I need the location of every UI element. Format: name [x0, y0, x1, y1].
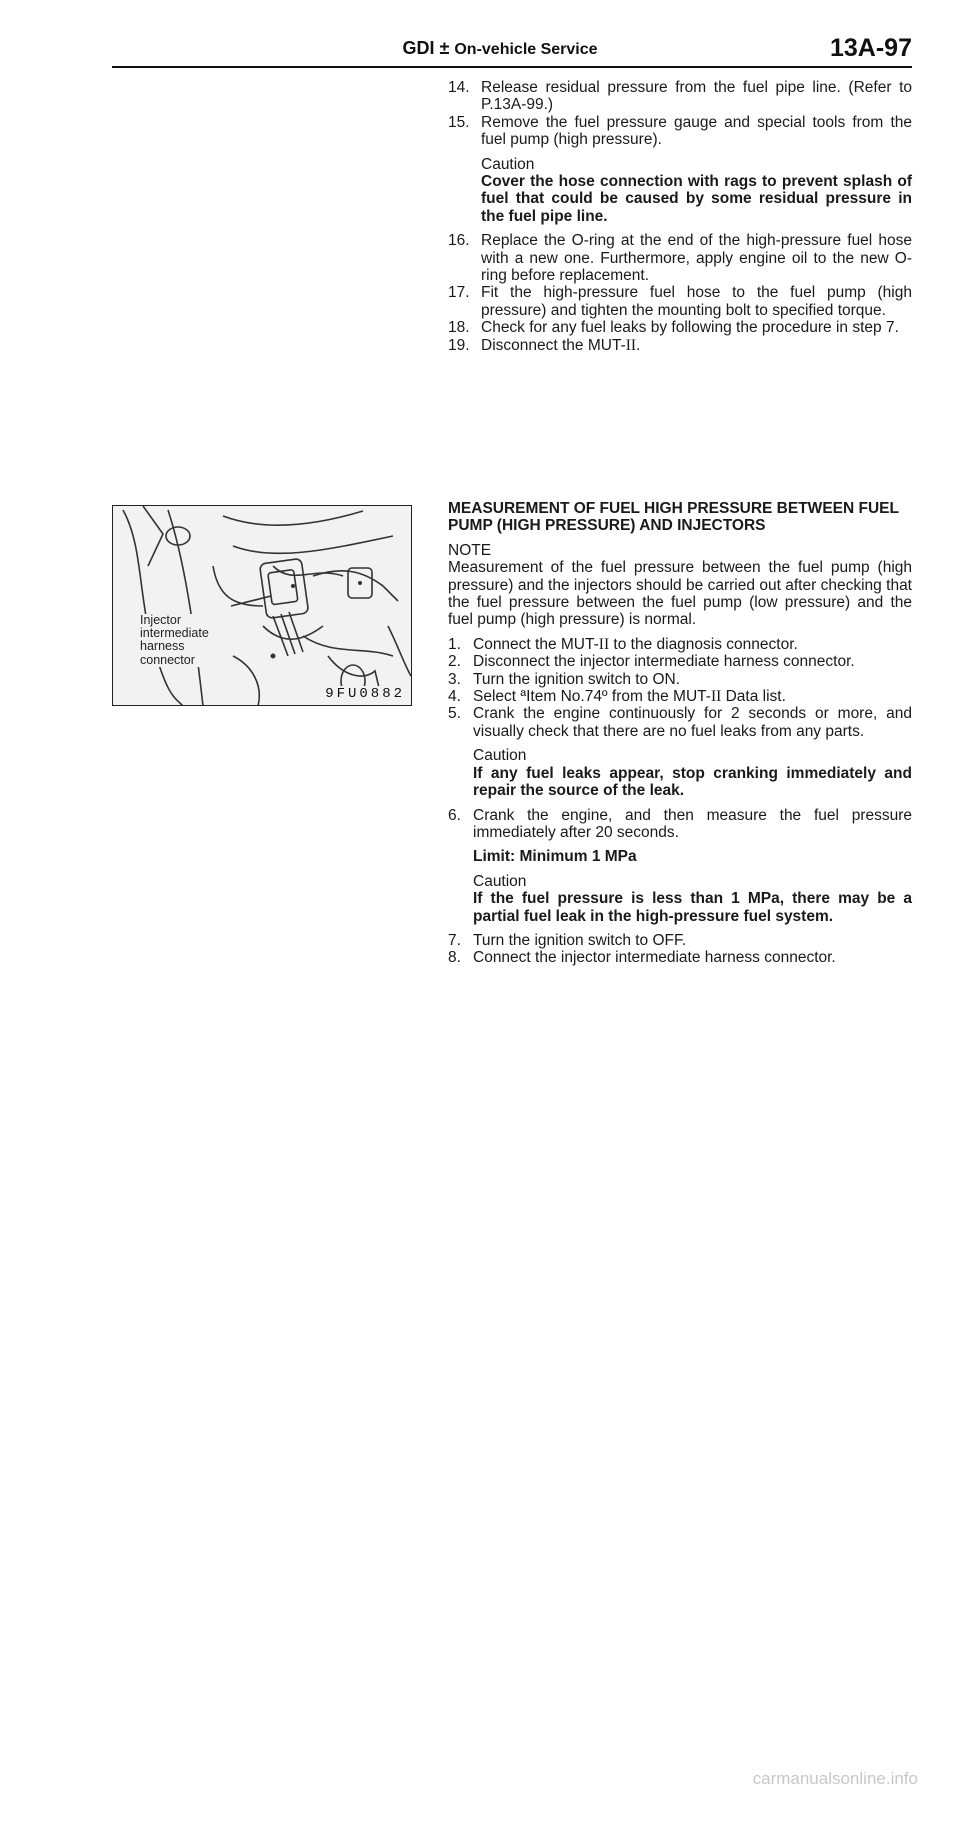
header-divider: [112, 66, 912, 68]
caution-label: Caution: [481, 155, 535, 173]
caution-text: If the fuel pressure is less than 1 MPa, there may be a partial fuel leak in the high-pressure fuel system.: [473, 890, 912, 925]
step-number: 18.: [448, 319, 470, 337]
step-text: Remove the fuel pressure gauge and special tools from the fuel pump (high pressure).: [481, 113, 912, 149]
list-item: [448, 319, 912, 336]
step-number: 8.: [448, 949, 461, 967]
limit-value: Limit: Minimum 1 MPa: [473, 848, 637, 866]
figure-callout: [140, 614, 230, 667]
step-text: Release residual pressure from the fuel pipe line. (Refer to P.13A-99.): [481, 79, 912, 114]
list-item: [448, 284, 912, 319]
list-item: [448, 79, 912, 114]
header-section-name: GDI ±: [402, 38, 450, 58]
step-number: 5.: [448, 705, 461, 723]
engine-illustration: [113, 506, 412, 706]
header-subtitle: On-vehicle Service: [454, 41, 598, 58]
step-number: 1.: [448, 635, 461, 653]
step-number: 19.: [448, 336, 470, 354]
list-item: [448, 337, 912, 354]
list-item: [448, 232, 912, 284]
section-2: [448, 500, 912, 967]
step-number: 3.: [448, 670, 461, 688]
step-text-part: Connect the MUT-: [473, 635, 599, 653]
injector-connector-figure: [112, 505, 412, 706]
step-text: [481, 337, 912, 354]
list-item: [448, 705, 912, 740]
watermark: carmanualsonline.info: [752, 1769, 918, 1788]
note-label: NOTE: [448, 541, 492, 559]
step-text-part: Disconnect the MUT-: [481, 336, 626, 354]
step-text-part: Data list.: [721, 688, 786, 706]
step-text: Fit the high-pressure fuel hose to the fuel pump (high pressure) and tighten the mounting bolt to specified torque.: [481, 284, 912, 319]
page-header-title: [360, 38, 640, 59]
step-text: [473, 636, 912, 653]
callout-line: harness: [140, 639, 185, 654]
callout-line: Injector: [140, 613, 181, 627]
step-number: 7.: [448, 931, 461, 949]
caution-text: Cover the hose connection with rags to prevent splash of fuel that could be caused by some residual pressure in the fuel pipe line.: [481, 173, 912, 225]
figure-code: 9FU0882: [325, 686, 405, 702]
caution-block: [448, 156, 912, 226]
list-item: [448, 932, 912, 949]
step-text: Disconnect the injector intermediate harness connector.: [473, 653, 855, 671]
step-text: Crank the engine continuously for 2 seconds or more, and visually check that there are no fuel leaks from any parts.: [473, 705, 912, 740]
caution-block: [448, 747, 912, 799]
list-item: [448, 807, 912, 842]
list-item: [448, 114, 912, 149]
roman-numeral: II: [710, 688, 722, 706]
page-number: 13A-97: [830, 34, 912, 62]
step-number: 14.: [448, 79, 470, 96]
step-text-part: to the diagnosis connector.: [609, 635, 798, 653]
roman-numeral: II: [598, 635, 610, 653]
step-number: 2.: [448, 653, 461, 671]
list-item: [448, 653, 912, 670]
step-text: Connect the injector intermediate harness connector.: [473, 949, 836, 967]
step-number: 17.: [448, 284, 470, 302]
step-text: [473, 688, 912, 705]
roman-numeral: II: [625, 336, 637, 354]
step-text: Turn the ignition switch to ON.: [473, 670, 681, 688]
step-text: Turn the ignition switch to OFF.: [473, 931, 687, 949]
step-text-end: .: [636, 336, 641, 354]
list-item: [448, 949, 912, 966]
section-1: [448, 79, 912, 354]
step-text: Crank the engine, and then measure the fuel pressure immediately after 20 seconds.: [473, 806, 912, 841]
caution-label: Caution: [473, 747, 527, 765]
callout-line: connector: [140, 652, 195, 667]
step-text: Check for any fuel leaks by following the procedure in step 7.: [481, 319, 899, 337]
section-heading: MEASUREMENT OF FUEL HIGH PRESSURE BETWEEN FUEL PUMP (HIGH PRESSURE) AND INJECTORS: [448, 500, 899, 535]
step-number: 15.: [448, 113, 470, 131]
caution-text: If any fuel leaks appear, stop cranking immediately and repair the source of the leak.: [473, 764, 912, 800]
caution-block: [448, 873, 912, 925]
list-item: [448, 688, 912, 705]
note-text: Measurement of the fuel pressure between the fuel pump (high pressure) and the injectors should be carried out after checking that the fuel pressure between the fuel pump (low pressure) and the fuel pump (high pressure) is normal.: [448, 559, 912, 629]
step-text-part: Select ªItem No.74º from the MUT-: [473, 688, 711, 706]
note-block: [448, 542, 912, 629]
step-number: 16.: [448, 232, 470, 250]
step-number: 6.: [448, 806, 461, 824]
step-text: Replace the O-ring at the end of the high-pressure fuel hose with a new one. Furthermore, apply engine oil to the new O-ring before replacement.: [481, 232, 912, 285]
callout-line: intermediate: [140, 626, 209, 641]
list-item: [448, 636, 912, 653]
caution-label: Caution: [473, 872, 527, 890]
step-number: 4.: [448, 688, 461, 706]
list-item: [448, 671, 912, 688]
